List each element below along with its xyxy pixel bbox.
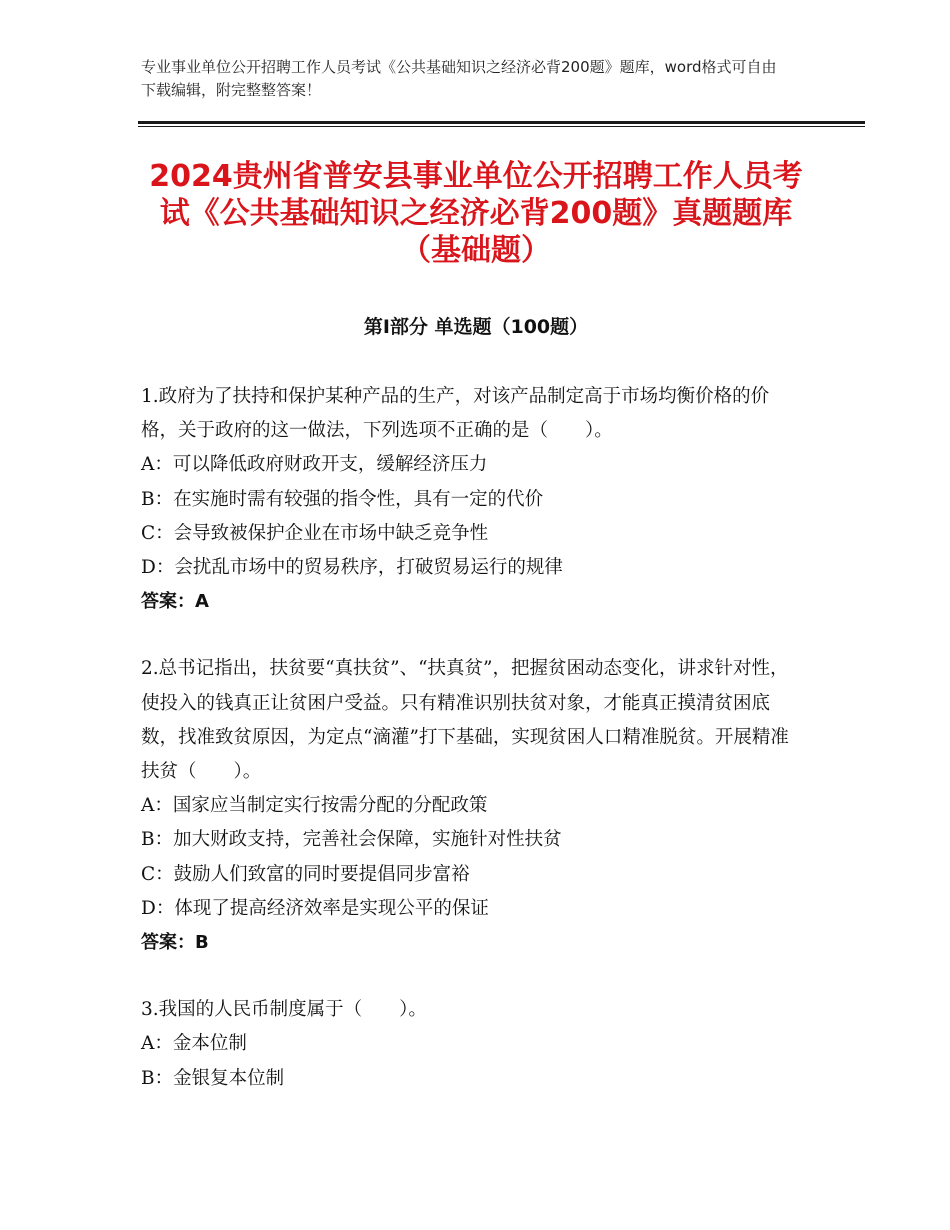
- question-text: 3.我国的人民币制度属于（ ）。: [141, 999, 427, 1021]
- option-a: A：可以降低政府财政开支，缓解经济压力: [141, 454, 488, 476]
- header-note: 专业事业单位公开招聘工作人员考试《公共基础知识之经济必背200题》题库，word格式可自由下载编辑，附完整整答案！: [141, 58, 777, 99]
- document-title: 2024贵州省普安县事业单位公开招聘工作人员考试《公共基础知识之经济必背200题》真题题库（基础题）: [149, 159, 803, 268]
- question-item: [141, 652, 791, 960]
- header-divider-thick: [138, 121, 865, 124]
- answer-line: 答案：B: [141, 932, 209, 954]
- option-d: D：会扰乱市场中的贸易秩序，打破贸易运行的规律: [141, 557, 563, 579]
- option-c: C：鼓励人们致富的同时要提倡同步富裕: [141, 863, 470, 885]
- option-b: B：金银复本位制: [141, 1067, 285, 1089]
- option-b: B：加大财政支持，完善社会保障，实施针对性扶贫: [141, 829, 562, 851]
- header-divider-thin: [138, 126, 865, 127]
- option-a: A：国家应当制定实行按需分配的分配政策: [141, 795, 488, 817]
- answer-line: 答案：A: [141, 591, 209, 613]
- section-title: 第Ⅰ部分 单选题（100题）: [363, 316, 589, 338]
- option-c: C：会导致被保护企业在市场中缺乏竞争性: [141, 522, 489, 544]
- question-list: [141, 380, 791, 1129]
- question-item: [141, 993, 791, 1096]
- question-text: 2.总书记指出，扶贫要“真扶贫”、“扶真贫”，把握贫困动态变化，讲求针对性，使投入的钱真正让贫困户受益。只有精准识别扶贫对象，才能真正摸清贫困底数，找准致贫原因，为定点“滴灌”打下基础，实现贫困人口精准脱贫。开展精准扶贫（ ）。: [141, 658, 789, 783]
- option-d: D：体现了提高经济效率是实现公平的保证: [141, 897, 489, 919]
- question-text: 1.政府为了扶持和保护某种产品的生产，对该产品制定高于市场均衡价格的价格，关于政府的这一做法，下列选项不正确的是（ ）。: [141, 386, 770, 442]
- option-a: A：金本位制: [141, 1033, 247, 1055]
- option-b: B：在实施时需有较强的指令性，具有一定的代价: [141, 488, 544, 510]
- question-item: [141, 380, 791, 619]
